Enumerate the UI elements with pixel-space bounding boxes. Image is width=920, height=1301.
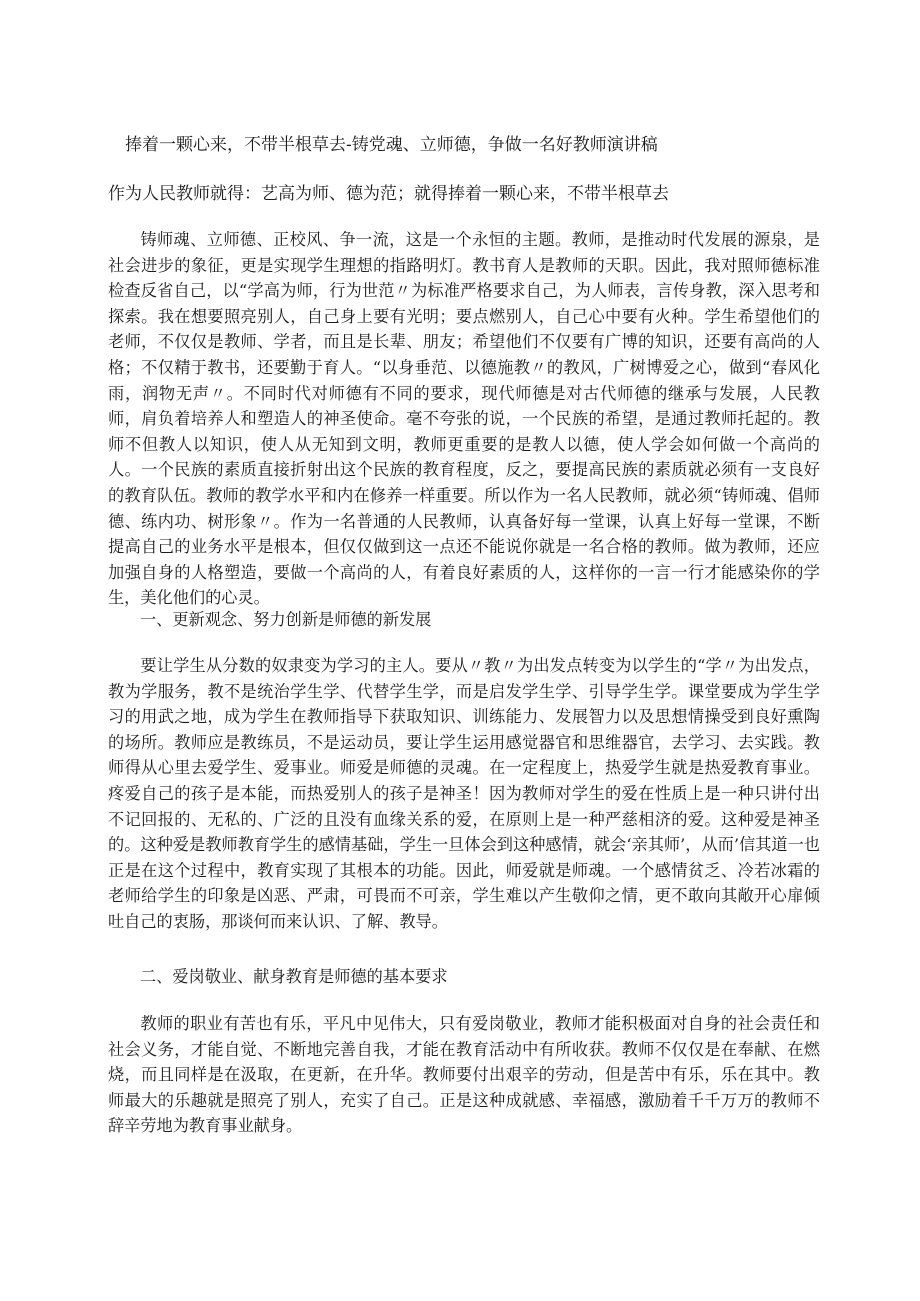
- section-heading-2: 二、爱岗敬业、献身教育是师德的基本要求: [140, 967, 448, 986]
- document-subtitle: 作为人民教师就得：艺高为师、德为范；就得捧着一颗心来，不带半根草去: [108, 184, 669, 204]
- paragraph-intro: 铸师魂、立师德、正校风、争一流，这是一个永恒的主题。教师，是推动时代发展的源泉，是社会进步的象征，更是实现学生理想的指路明灯。教书育人是教师的天职。因此，我对照师德标准检查反省自己，以“学高为师，行为世范〃为标准严格要求自己，为人师表，言传身教，深入思考和探索。我在想要照亮别人，自己身上要有光明；要点燃别人，自己心中要有火种。学生希望他们的老师，不仅仅是教师、学者，而且是长辈、朋友；希望他们不仅要有广博的知识，还要有高尚的人格；不仅精于教书，还要勤于育人。“以身垂范、以德施教〃的教风，广树博爱之心，做到“春风化雨，润物无声〃。不同时代对师德有不同的要求，现代师德是对古代师德的继承与发展，人民教师，肩负着培养人和塑造人的神圣使命。毫不夸张的说，一个民族的希望，是通过教师托起的。教师不但教人以知识，使人从无知到文明，教师更重要的是教人以德，使人学会如何做一个高尚的人。一个民族的素质直接折射出这个民族的教育程度，反之，要提高民族的素质就必须有一支良好的教育队伍。教师的教学水平和内在修养一样重要。所以作为一名人民教师，就必须“铸师魂、倡师德、练内功、树形象〃。作为一名普通的人民教师，认真备好每一堂课，认真上好每一堂课，不断提高自己的业务水平是根本，但仅仅做到这一点还不能说你就是一名合格的教师。做为教师，还应加强自身的人格塑造，要做一个高尚的人，有着良好素质的人，这样你的一言一行才能感染你的学生，美化他们的心灵。: [108, 230, 820, 608]
- paragraph-section-1: 要让学生从分数的奴隶变为学习的主人。要从〃教〃为出发点转变为以学生的“学〃为出发点，教为学服务，教不是统治学生学、代替学生学，而是启发学生学、引导学生学。课堂要成为学生学习的用武之地，成为学生在教师指导下获取知识、训练能力、发展智力以及思想情操受到良好熏陶的场所。教师应是教练员，不是运动员，要让学生运用感觉器官和思维器官，去学习、去实践。教师得从心里去爱学生、爱事业。师爱是师德的灵魂。在一定程度上，热爱学生就是热爱教育事业。疼爱自己的孩子是本能，而热爱别人的孩子是神圣！因为教师对学生的爱在性质上是一种只讲付出不记回报的、无私的、广泛的且没有血缘关系的爱，在原则上是一种严慈相济的爱。这种爱是神圣的。这种爱是教师教育学生的感情基础，学生一旦体会到这种感情，就会‘亲其师’，从而’信其道一也正是在这个过程中，教育实现了其根本的功能。因此，师爱就是师魂。一个感情贫乏、冷若冰霜的老师给学生的印象是凶恶、严肃，可畏而不可亲，学生难以产生敬仰之情，更不敢向其敞开心扉倾吐自己的衷肠，那谈何而来认识、了解、教导。: [108, 656, 820, 931]
- section-heading-1: 一、更新观念、努力创新是师德的新发展: [140, 610, 432, 629]
- document-title: 捧着一颗心来，不带半根草去-铸党魂、立师德，争做一名好教师演讲稿: [125, 135, 658, 155]
- paragraph-section-2: 教师的职业有苦也有乐，平凡中见伟大，只有爱岗敬业，教师才能积极面对自身的社会责任和社会义务，才能自觉、不断地完善自我，才能在教育活动中有所收获。教师不仅仅是在奉献、在燃烧，而且同样是在汲取，在更新，在升华。教师要付出艰辛的劳动，但是苦中有乐，乐在其中。教师最大的乐趣就是照亮了别人，充实了自己。正是这种成就感、幸福感，激励着千千万万的教师不辞辛劳地为教育事业献身。: [108, 1014, 820, 1136]
